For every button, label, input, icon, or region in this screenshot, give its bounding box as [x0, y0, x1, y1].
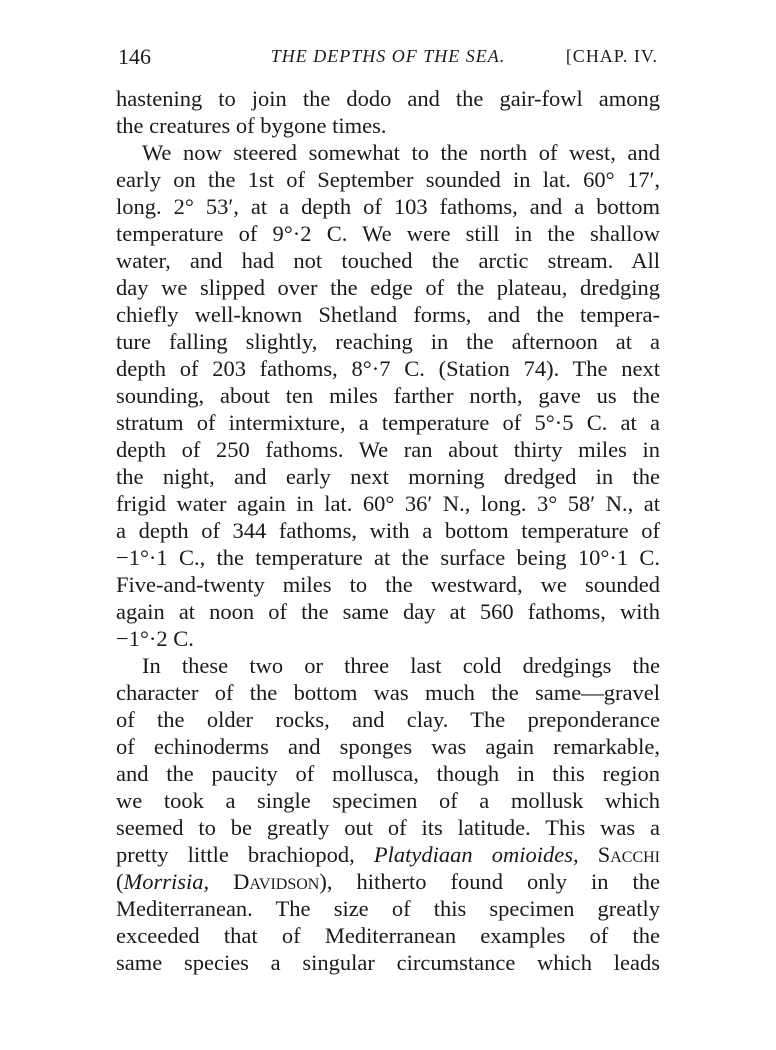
text-line: −1°·1 C., the temperature at the surface being 10°·1 C. — [116, 545, 660, 570]
text-line: sounding, about ten miles farther north, gave us the — [116, 383, 660, 408]
genus-name: Morrisia — [123, 869, 204, 894]
text-line: long. 2° 53′, at a depth of 103 fathoms, and a bottom — [116, 194, 660, 219]
text-line: we took a single specimen of a mollusk which — [116, 788, 660, 813]
text-line — [116, 841, 660, 868]
text-line: exceeded that of Mediterranean examples of the — [116, 923, 660, 948]
text-line: same species a singular circumstance which leads — [116, 950, 660, 975]
text-line: water, and had not touched the arctic stream. All — [116, 248, 660, 273]
running-title: THE DEPTHS OF THE SEA. — [270, 46, 506, 66]
text-line: −1°·2 C. — [116, 626, 194, 651]
text-line: chiefly well-known Shetland forms, and the tempera- — [116, 302, 660, 327]
text-line: again at noon of the same day at 560 fathoms, with — [116, 599, 660, 624]
text-line: of echinoderms and sponges was again remarkable, — [116, 734, 660, 759]
text-line: the night, and early next morning dredged in the — [116, 464, 660, 489]
text-line: depth of 203 fathoms, 8°·7 C. (Station 74). The next — [116, 356, 660, 381]
body-text — [116, 85, 660, 976]
text-line: frigid water again in lat. 60° 36′ N., long. 3° 58′ N., at — [116, 491, 660, 516]
text-line: the creatures of bygone times. — [116, 113, 387, 138]
text-line: depth of 250 fathoms. We ran about thirty miles in — [116, 437, 660, 462]
author-name: Sacchi — [597, 842, 661, 867]
text-segment: , — [572, 842, 598, 867]
text-line: temperature of 9°·2 C. We were still in the shallow — [116, 221, 660, 246]
text-line: of the older rocks, and clay. The preponderance — [116, 707, 660, 732]
text-line: In these two or three last cold dredgings the — [142, 653, 660, 678]
text-segment: pretty little brachiopod, — [116, 842, 374, 867]
text-line — [116, 868, 660, 895]
text-line: and the paucity of mollusca, though in this region — [116, 761, 660, 786]
text-line: ture falling slightly, reaching in the afternoon at a — [116, 329, 660, 354]
text-line: Five-and-twenty miles to the westward, we sounded — [116, 572, 660, 597]
text-line: character of the bottom was much the same—gravel — [116, 680, 660, 705]
text-line: a depth of 344 fathoms, with a bottom temperature of — [116, 518, 660, 543]
text-line: day we slipped over the edge of the plateau, dredging — [116, 275, 660, 300]
text-line: Mediterranean. The size of this specimen greatly — [116, 896, 660, 921]
page-number: 146 — [118, 44, 151, 69]
text-line: stratum of intermixture, a temperature of 5°·5 C. at a — [116, 410, 660, 435]
text-line: early on the 1st of September sounded in lat. 60° 17′, — [116, 167, 660, 192]
text-line: hastening to join the dodo and the gair-fowl among — [116, 86, 660, 111]
text-segment: ( — [116, 869, 124, 894]
text-line: We now steered somewhat to the north of west, and — [142, 140, 660, 165]
chapter-reference: [CHAP. IV. — [565, 46, 658, 66]
text-segment: ), hitherto found only in the — [319, 869, 660, 894]
page-header — [118, 44, 658, 74]
species-name: Platydiaan omioides — [373, 842, 573, 867]
text-line: seemed to be greatly out of its latitude. This was a — [116, 815, 660, 840]
author-name: Davidson — [233, 869, 320, 894]
text-segment: , — [203, 869, 234, 894]
